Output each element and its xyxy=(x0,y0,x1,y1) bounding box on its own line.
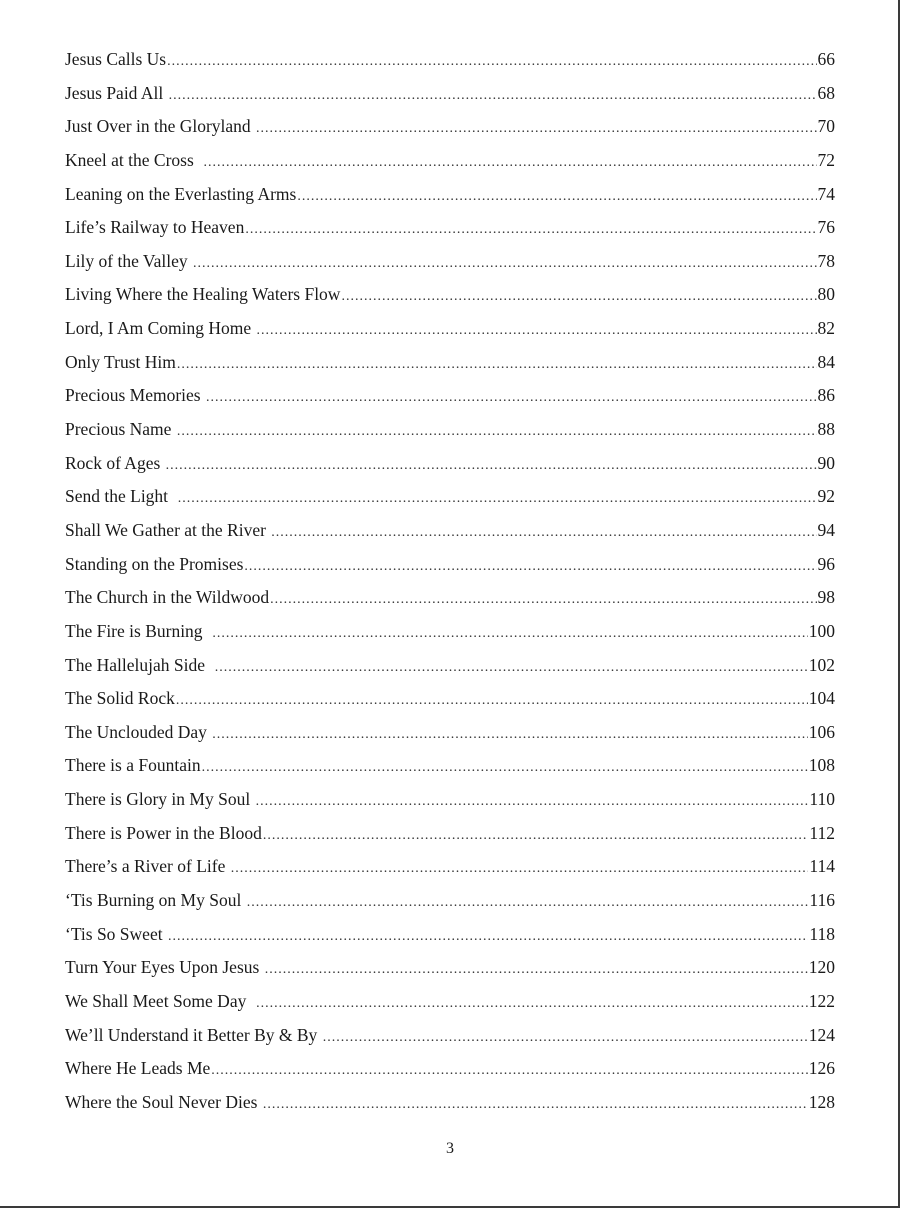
dot-leader xyxy=(257,314,817,348)
toc-entry-page-number: 116 xyxy=(809,890,835,911)
toc-entry[interactable] xyxy=(65,1086,835,1120)
toc-entry-page-number: 126 xyxy=(808,1058,835,1079)
dot-leader xyxy=(178,482,817,516)
toc-entry[interactable] xyxy=(65,110,835,144)
dot-leader xyxy=(263,819,809,853)
toc-entry-page-number: 108 xyxy=(808,755,835,776)
toc-entry[interactable] xyxy=(65,783,835,817)
toc-entry[interactable] xyxy=(65,245,835,279)
toc-entry[interactable] xyxy=(65,211,835,245)
toc-entry-page-number: 80 xyxy=(817,284,835,305)
toc-entry-title: The Hallelujah Side xyxy=(65,654,214,675)
toc-entry[interactable] xyxy=(65,480,835,514)
toc-entry[interactable] xyxy=(65,1019,835,1053)
toc-entry-page-number: 92 xyxy=(817,486,835,507)
toc-entry-title: Just Over in the Gloryland xyxy=(65,116,256,137)
dot-leader xyxy=(176,684,808,718)
toc-entry-page-number: 122 xyxy=(808,990,835,1011)
dot-leader xyxy=(271,516,816,550)
toc-entry[interactable] xyxy=(65,514,835,548)
toc-entry[interactable] xyxy=(65,548,835,582)
toc-entry-page-number: 118 xyxy=(809,923,835,944)
dot-leader xyxy=(244,550,816,584)
toc-entry-page-number: 104 xyxy=(808,688,835,709)
toc-entry-page-number: 88 xyxy=(817,419,835,440)
dot-leader xyxy=(177,415,817,449)
toc-entry-title: Lord, I Am Coming Home xyxy=(65,318,256,339)
toc-entry[interactable] xyxy=(65,682,835,716)
toc-entry[interactable] xyxy=(65,312,835,346)
dot-leader xyxy=(168,920,808,954)
toc-entry-page-number: 102 xyxy=(808,654,835,675)
toc-entry[interactable] xyxy=(65,850,835,884)
toc-entry[interactable] xyxy=(65,447,835,481)
toc-entry-title: Send the Light xyxy=(65,486,177,507)
toc-entry-title: Precious Name xyxy=(65,419,176,440)
table-of-contents xyxy=(65,43,835,1120)
dot-leader xyxy=(206,381,817,415)
toc-entry-page-number: 78 xyxy=(817,250,835,271)
toc-entry-page-number: 112 xyxy=(809,822,835,843)
toc-entry-title: Where He Leads Me xyxy=(65,1058,211,1079)
toc-entry[interactable] xyxy=(65,615,835,649)
dot-leader xyxy=(263,1088,808,1122)
toc-entry[interactable] xyxy=(65,749,835,783)
toc-entry[interactable] xyxy=(65,144,835,178)
dot-leader xyxy=(256,112,816,146)
toc-entry-title: There is Power in the Blood xyxy=(65,822,262,843)
toc-entry-page-number: 84 xyxy=(817,351,835,372)
toc-entry-page-number: 124 xyxy=(808,1024,835,1045)
toc-entry-page-number: 76 xyxy=(817,217,835,238)
toc-entry-page-number: 128 xyxy=(808,1091,835,1112)
toc-entry-page-number: 70 xyxy=(817,116,835,137)
dot-leader xyxy=(256,987,808,1021)
toc-entry-page-number: 72 xyxy=(817,149,835,170)
toc-entry-title: Living Where the Healing Waters Flow xyxy=(65,284,341,305)
dot-leader xyxy=(202,751,808,785)
toc-entry-title: We Shall Meet Some Day xyxy=(65,990,256,1011)
toc-entry[interactable] xyxy=(65,649,835,683)
dot-leader xyxy=(212,617,807,651)
toc-entry[interactable] xyxy=(65,716,835,750)
toc-entry-page-number: 82 xyxy=(817,318,835,339)
toc-entry-page-number: 86 xyxy=(817,385,835,406)
toc-entry[interactable] xyxy=(65,178,835,212)
toc-entry-title: There is Glory in My Soul xyxy=(65,789,255,810)
toc-entry-title: The Fire is Burning xyxy=(65,620,212,641)
toc-entry-title: Shall We Gather at the River xyxy=(65,519,271,540)
toc-entry[interactable] xyxy=(65,985,835,1019)
toc-entry-page-number: 98 xyxy=(817,587,835,608)
toc-entry[interactable] xyxy=(65,951,835,985)
toc-entry-page-number: 68 xyxy=(817,82,835,103)
toc-entry-title: Turn Your Eyes Upon Jesus xyxy=(65,957,264,978)
toc-entry-title: ‘Tis Burning on My Soul xyxy=(65,890,246,911)
toc-entry-page-number: 66 xyxy=(817,49,835,69)
toc-entry-page-number: 96 xyxy=(817,553,835,574)
page-number: 3 xyxy=(446,1140,454,1157)
toc-entry-title: Only Trust Him xyxy=(65,351,176,372)
toc-entry-page-number: 110 xyxy=(809,789,835,810)
dot-leader xyxy=(270,583,816,617)
dot-leader xyxy=(204,146,817,180)
toc-entry-title: The Unclouded Day xyxy=(65,721,212,742)
toc-entry-title: The Church in the Wildwood xyxy=(65,587,270,608)
toc-entry-title: Life’s Railway to Heaven xyxy=(65,217,245,238)
toc-entry-title: Lily of the Valley xyxy=(65,250,193,271)
dot-leader xyxy=(169,79,817,113)
toc-entry-title: Leaning on the Everlasting Arms xyxy=(65,183,297,204)
dot-leader xyxy=(265,953,808,987)
toc-entry-title: Where the Soul Never Dies xyxy=(65,1091,262,1112)
dot-leader xyxy=(247,886,809,920)
dot-leader xyxy=(211,1054,807,1088)
toc-entry[interactable] xyxy=(65,884,835,918)
dot-leader xyxy=(193,247,816,281)
toc-entry-page-number: 90 xyxy=(817,452,835,473)
toc-entry[interactable] xyxy=(65,346,835,380)
dot-leader xyxy=(212,718,807,752)
toc-entry[interactable] xyxy=(65,581,835,615)
toc-entry-title: Kneel at the Cross xyxy=(65,149,203,170)
dot-leader xyxy=(297,180,816,214)
toc-entry[interactable] xyxy=(65,43,835,77)
toc-entry-title: Precious Memories xyxy=(65,385,205,406)
toc-entry-page-number: 74 xyxy=(817,183,835,204)
toc-entry-page-number: 120 xyxy=(808,957,835,978)
dot-leader xyxy=(323,1021,808,1055)
toc-entry-page-number: 114 xyxy=(809,856,835,877)
toc-entry[interactable] xyxy=(65,77,835,111)
toc-entry[interactable] xyxy=(65,413,835,447)
toc-entry[interactable] xyxy=(65,379,835,413)
toc-entry-title: There is a Fountain xyxy=(65,755,201,776)
toc-entry-title: Jesus Paid All xyxy=(65,82,168,103)
toc-entry-title: There’s a River of Life xyxy=(65,856,230,877)
dot-leader xyxy=(167,45,816,79)
dot-leader xyxy=(341,280,816,314)
toc-entry-title: ‘Tis So Sweet xyxy=(65,923,167,944)
toc-entry-title: Jesus Calls Us xyxy=(65,49,167,69)
toc-entry-title: We’ll Understand it Better By & By xyxy=(65,1024,322,1045)
dot-leader xyxy=(256,785,809,819)
toc-entry-page-number: 106 xyxy=(808,721,835,742)
dot-leader xyxy=(215,651,808,685)
toc-entry-title: Standing on the Promises xyxy=(65,553,244,574)
toc-entry-page-number: 94 xyxy=(817,519,835,540)
dot-leader xyxy=(231,852,809,886)
toc-entry[interactable] xyxy=(65,278,835,312)
dot-leader xyxy=(166,449,817,483)
toc-entry[interactable] xyxy=(65,1052,835,1086)
dot-leader xyxy=(245,213,816,247)
toc-entry-title: Rock of Ages xyxy=(65,452,165,473)
dot-leader xyxy=(177,348,817,382)
toc-entry[interactable] xyxy=(65,817,835,851)
toc-entry[interactable] xyxy=(65,918,835,952)
toc-entry-page-number: 100 xyxy=(808,620,835,641)
toc-entry-title: The Solid Rock xyxy=(65,688,175,709)
